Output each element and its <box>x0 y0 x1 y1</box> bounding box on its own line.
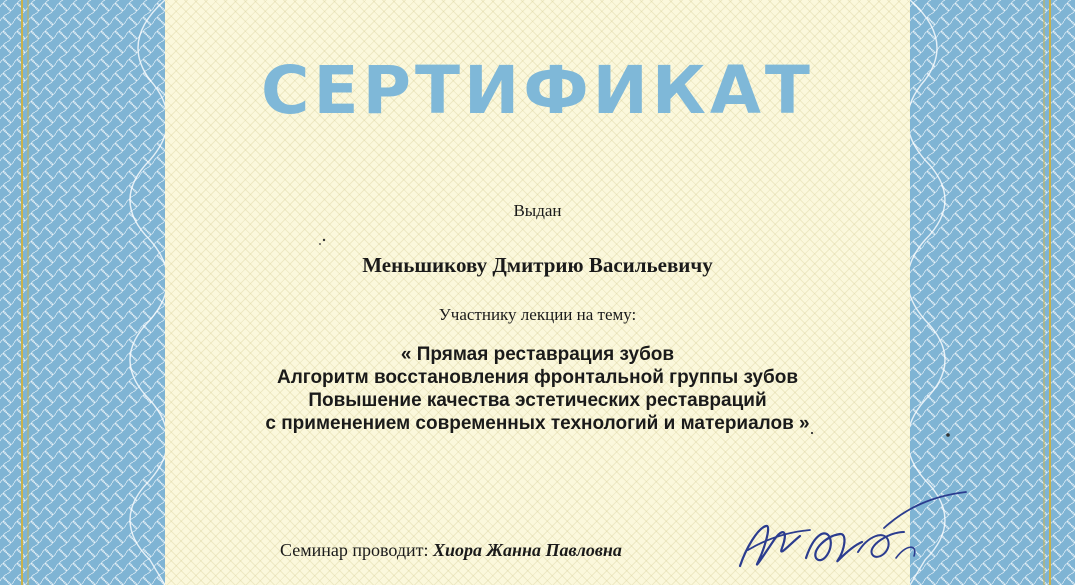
topic-line: « Прямая реставрация зубов <box>400 344 675 365</box>
topic-line: Алгоритм восстановления фронтальной группы зубов <box>276 367 799 388</box>
recipient-name: Меньшикову Дмитрию Васильевичу <box>362 253 713 277</box>
topic-line: Повышение качества эстетических реставраций <box>308 390 767 411</box>
seminar-label: Семинар проводит: <box>280 540 429 560</box>
participant-label: Участнику лекции на тему: <box>438 305 637 324</box>
issued-label: Выдан <box>513 201 562 220</box>
topic-line: с применением современных технологий и материалов » <box>265 413 810 434</box>
certificate-title: СЕРТИФИКАТ <box>261 52 814 129</box>
lecturer-name: Хиора Жанна Павловна <box>433 540 622 560</box>
